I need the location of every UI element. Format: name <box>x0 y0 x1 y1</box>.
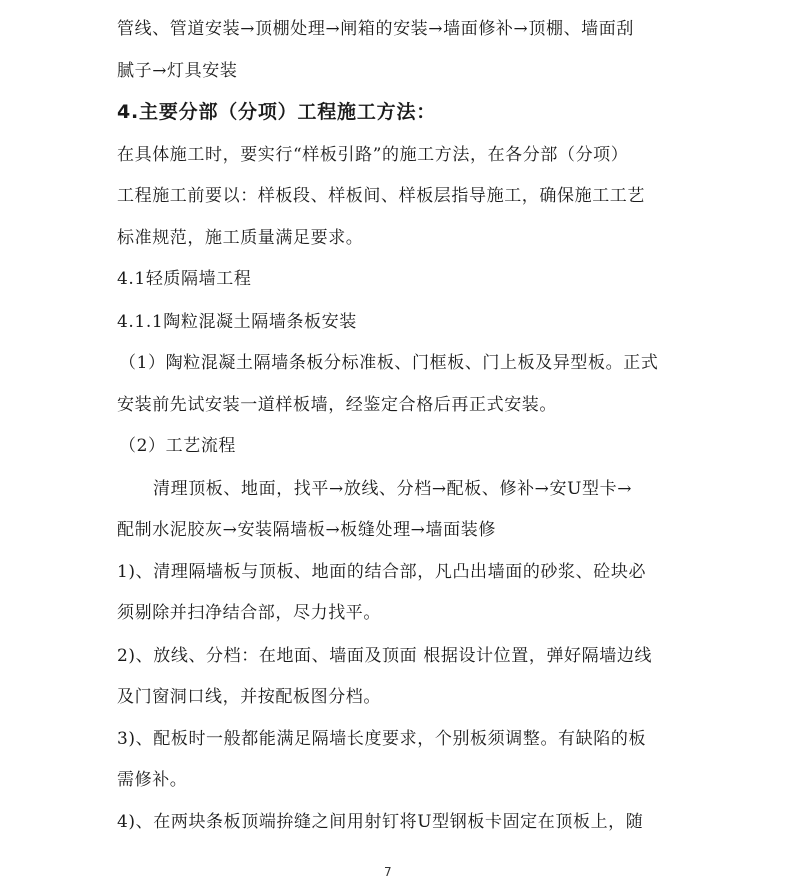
text-line-1: 管线、管道安装→顶棚处理→闸箱的安装→墙面修补→顶棚、墙面刮 <box>117 19 634 39</box>
process-flow-line-1: 清理顶板、地面，找平→放线、分档→配板、修补→安U型卡→ <box>153 479 633 499</box>
subsection-heading-4-1-1: 4.1.1陶粒混凝土隔墙条板安装 <box>117 312 357 332</box>
text-line-20: 4)、在两块条板顶端拚缝之间用射钉将U型钢板卡固定在顶板上，随 <box>117 812 644 832</box>
text-line-14: 1)、清理隔墙板与顶板、地面的结合部，凡凸出墙面的砂浆、砼块必 <box>117 562 647 582</box>
text-line-17: 及门窗洞口线，并按配板图分档。 <box>117 687 381 707</box>
text-line-9: （1）陶粒混凝土隔墙条板分标准板、门框板、门上板及异型板。正式 <box>119 353 659 373</box>
text-line-19: 需修补。 <box>117 770 188 790</box>
text-line-10: 安装前先试安装一道样板墙，经鉴定合格后再正式安装。 <box>117 395 557 415</box>
page-number: 7 <box>384 866 392 878</box>
text-line-4: 在具体施工时，要实行“样板引路”的施工方法，在各分部（分项） <box>117 145 629 165</box>
text-line-18: 3)、配板时一般都能满足隔墙长度要求，个别板须调整。有缺陷的板 <box>117 729 647 749</box>
process-flow-line-2: 配制水泥胶灰→安装隔墙板→板缝处理→墙面装修 <box>117 520 496 540</box>
text-line-16: 2)、放线、分档：在地面、墙面及顶面 根据设计位置，弹好隔墙边线 <box>117 646 653 666</box>
text-line-11: （2）工艺流程 <box>119 436 237 456</box>
section-heading-4: 4.主要分部（分项）工程施工方法： <box>117 101 437 123</box>
text-line-6: 标准规范，施工质量满足要求。 <box>117 228 364 248</box>
text-line-5: 工程施工前要以：样板段、样板间、样板层指导施工，确保施工工艺 <box>117 186 645 206</box>
text-line-2: 腻子→灯具安装 <box>117 61 238 81</box>
subsection-heading-4-1: 4.1轻质隔墙工程 <box>117 269 252 289</box>
text-line-15: 须剔除并扫净结合部，尽力找平。 <box>117 603 381 623</box>
